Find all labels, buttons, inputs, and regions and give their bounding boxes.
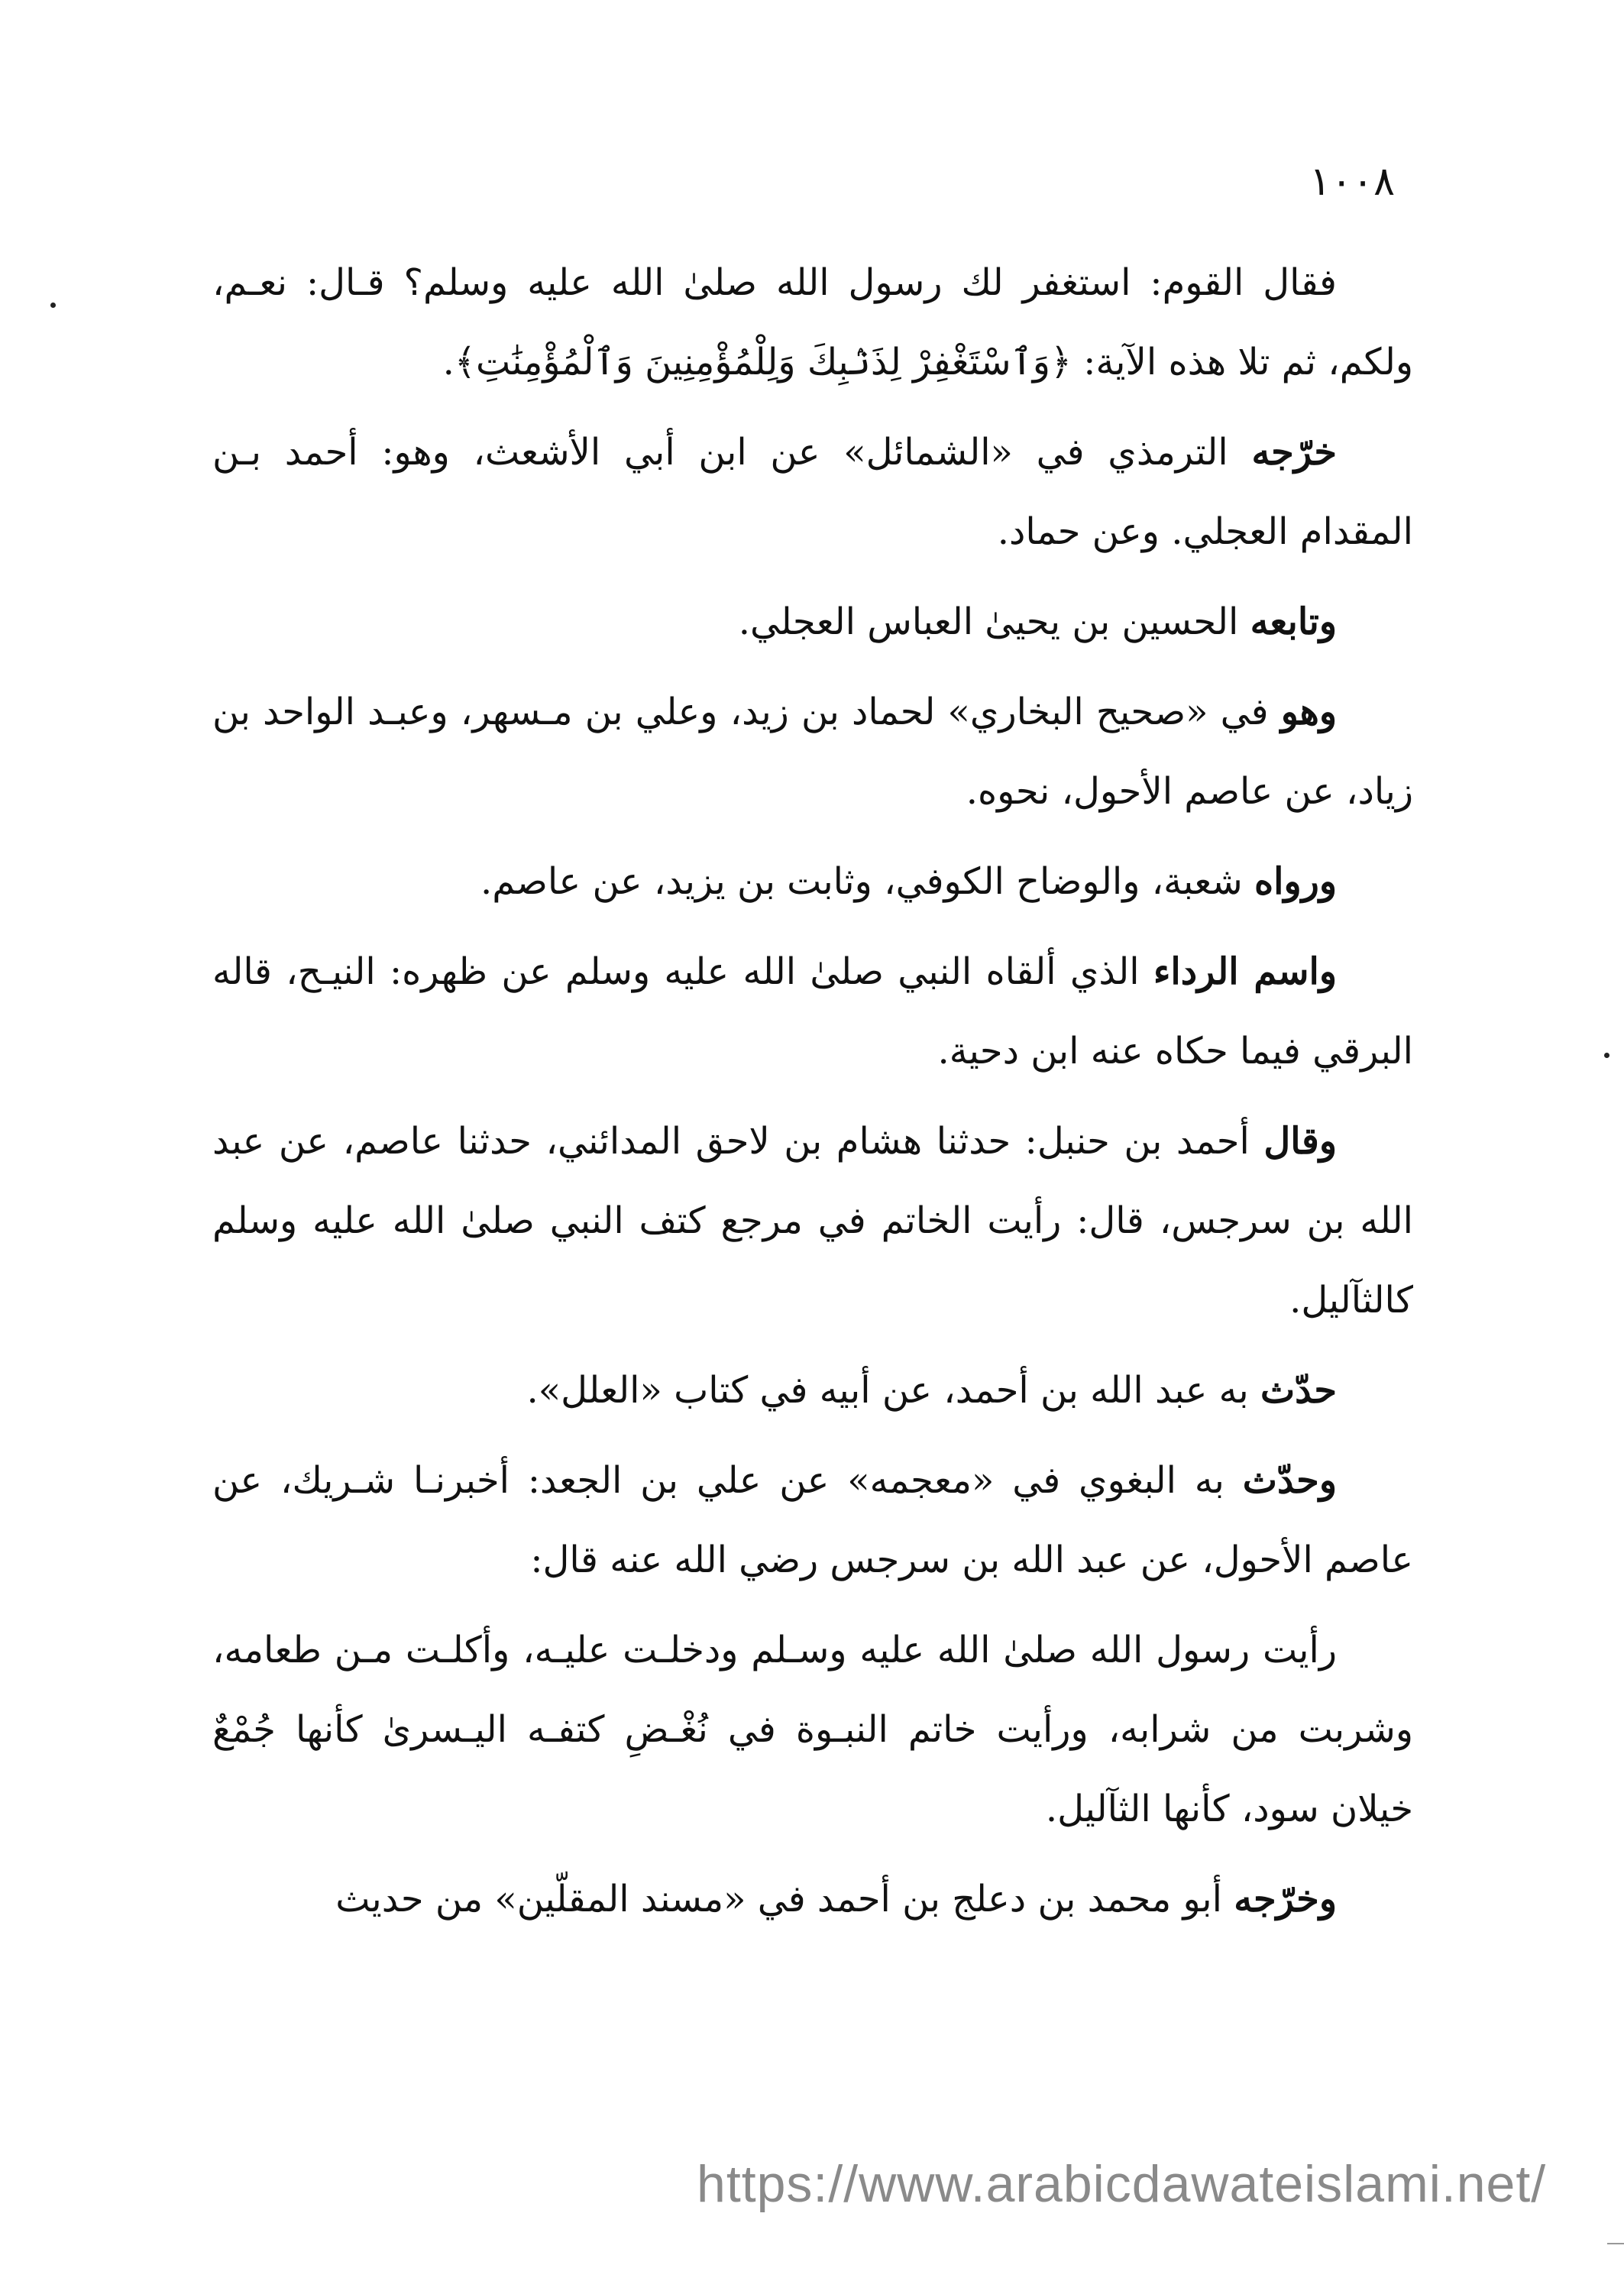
paragraph-9 [212, 1441, 1413, 1600]
paragraph-lead: وهو [1280, 691, 1337, 733]
paragraph-text: أبو محمد بن دعلج بن أحمد في «مسند المقلّين» من حديث [335, 1878, 1234, 1920]
paragraph-11 [212, 1859, 1413, 1939]
paragraph-lead: وحدّث [1242, 1459, 1337, 1502]
paragraph-4 [212, 672, 1413, 831]
paragraph-7 [212, 1102, 1413, 1340]
paragraph-lead: خرّجه [1251, 431, 1337, 474]
paragraph-text: في «صحيح البخاري» لحماد بن زيد، وعلي بن مـسهر، وعبـد الواحد بن زياد، عن عاصم الأحول، نحوه. [212, 691, 1413, 813]
paragraph-text: أحمد بن حنبل: حدثنا هشام بن لاحق المدائني، حدثنا عاصم، عن عبد الله بن سرجس، قال: رأيت الخاتم في مرجع كتف النبي صلىٰ الله عليه وسلم كالثآليل. [212, 1120, 1414, 1322]
body-text [212, 243, 1413, 1950]
paragraph-1 [212, 243, 1413, 402]
paragraph-lead: وتابعه [1250, 600, 1337, 643]
paragraph-text: رأيت رسول الله صلىٰ الله عليه وسـلم ودخلـت عليـه، وأكلـت مـن طعامه، وشربت من شرابه، ورأيت خاتم النبـوة في نُغْـضِ كتفـه اليـسرىٰ كأنها جُمْعٌ خيلان سود، كأنها الثآليل. [212, 1629, 1413, 1830]
paragraph-lead: ورواه [1254, 860, 1337, 903]
page-number: ١٠٠٨ [1309, 159, 1395, 205]
scan-speck [1604, 1053, 1609, 1058]
paragraph-text: شعبة، والوضاح الكوفي، وثابت بن يزيد، عن عاصم. [480, 860, 1254, 903]
paragraph-text: الحسين بن يحيىٰ العباس العجلي. [738, 600, 1250, 643]
paragraph-lead: حدّث [1260, 1369, 1337, 1412]
paragraph-lead: واسم الرداء [1153, 950, 1337, 993]
scan-edge-mark [1607, 2243, 1624, 2244]
paragraph-lead: وقال [1263, 1120, 1337, 1163]
paragraph-3 [212, 582, 1413, 662]
paragraph-5 [212, 842, 1413, 921]
paragraph-text: الذي ألقاه النبي صلىٰ الله عليه وسلم عن ظهره: النيـح، قاله البرقي فيما حكاه عنه ابن دحية. [212, 950, 1413, 1073]
paragraph-2 [212, 413, 1413, 571]
paragraph-lead: وخرّجه [1234, 1878, 1337, 1920]
paragraph-text: به البغوي في «معجمه» عن علي بن الجعد: أخبرنـا شـريك، عن عاصم الأحول، عن عبد الله بن سرجس رضي الله عنه قال: [212, 1459, 1413, 1581]
paragraph-8 [212, 1351, 1413, 1430]
scan-speck [50, 303, 56, 308]
watermark-url: https://www.arabicdawateislami.net/ [697, 2155, 1547, 2213]
paragraph-10 [212, 1610, 1413, 1849]
paragraph-text: الترمذي في «الشمائل» عن ابن أبي الأشعث، وهو: أحمد بـن المقدام العجلي. وعن حماد. [212, 431, 1413, 553]
paragraph-text: فقال القوم: استغفر لك رسول الله صلىٰ الله عليه وسلم؟ قـال: نعـم، ولكم، ثم تلا هذه الآية: ﴿وَٱسْتَغْفِرْ لِذَنۢبِكَ وَلِلْمُؤْمِنِينَ وَٱلْمُؤْمِنَٰتِ﴾. [212, 261, 1413, 383]
paragraph-6 [212, 932, 1413, 1091]
paragraph-text: به عبد الله بن أحمد، عن أبيه في كتاب «العلل». [526, 1369, 1260, 1412]
